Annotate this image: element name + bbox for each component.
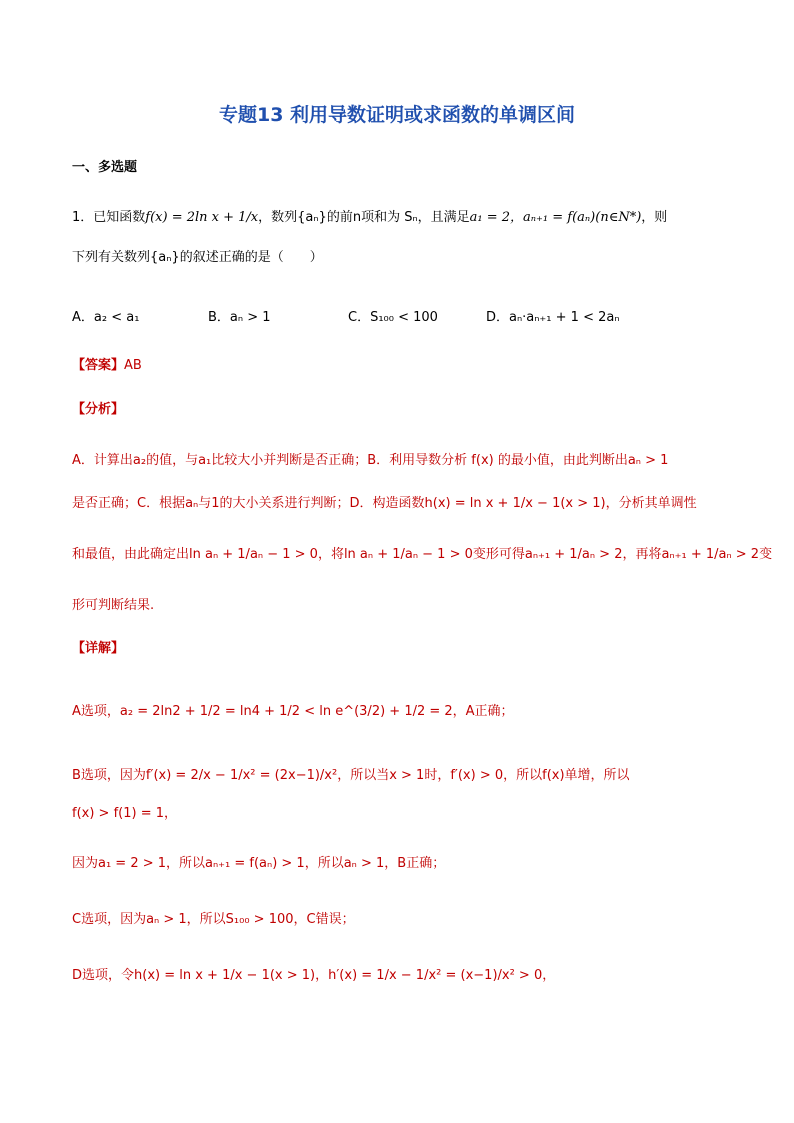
option-a: A．a₂ < a₁ (72, 310, 140, 325)
analysis-line-4: 形可判断结果. (72, 598, 155, 613)
question-prefix: 1．已知函数 (72, 210, 146, 225)
question-end: ，则 (641, 210, 668, 225)
detail-heading (72, 639, 124, 659)
detail-option-a: A选项，a₂ = 2ln2 + 1/2 = ln4 + 1/2 < ln e^(3/2) + 1/2 = 2，A正确； (72, 704, 514, 719)
page-title: 专题13 利用导数证明或求函数的单调区间 (218, 104, 576, 126)
function-formula: f(x) = 2ln x + 1/x (145, 210, 259, 225)
detail-option-b-1: B选项，因为f′(x) = 2/x − 1/x² = (2x−1)/x²，所以当x > 1时，f′(x) > 0，所以f(x)单增，所以 (72, 768, 630, 783)
detail-tag: 【详解】 (72, 641, 125, 656)
analysis-line-2: 是否正确；C．根据aₙ与1的大小关系进行判断；D．构造函数h(x) = ln x + 1/x − 1(x > 1)，分析其单调性 (72, 496, 697, 511)
section-heading: 一、多选题 (72, 160, 138, 175)
question-line-2: 下列有关数列{aₙ}的叙述正确的是（ ） (72, 250, 323, 265)
analysis-tag: 【分析】 (72, 402, 125, 417)
detail-option-b-2: f(x) > f(1) = 1， (72, 806, 177, 821)
analysis-line-1: A．计算出a₂的值，与a₁比较大小并判断是否正确；B．利用导数分析 f(x) 的最小值，由此判断出aₙ > 1 (72, 453, 669, 468)
answer-tag: 【答案】 (72, 358, 125, 373)
answer-value: AB (124, 358, 142, 373)
analysis-line-3: 和最值，由此确定出ln aₙ + 1/aₙ − 1 > 0，将ln aₙ + 1/aₙ − 1 > 0变形可得aₙ₊₁ + 1/aₙ > 2，再将aₙ₊₁ + 1/aₙ > 2变 (72, 547, 773, 562)
detail-option-d: D选项，令h(x) = ln x + 1/x − 1(x > 1)，h′(x) = 1/x − 1/x² = (x−1)/x² > 0， (72, 968, 556, 983)
detail-option-c: C选项，因为aₙ > 1，所以S₁₀₀ > 100，C错误； (72, 912, 355, 927)
analysis-heading (72, 400, 124, 420)
sequence-condition: a₁ = 2，aₙ₊₁ = f(aₙ)(n∈N*) (469, 210, 642, 225)
option-d: D．aₙ·aₙ₊₁ + 1 < 2aₙ (486, 310, 620, 325)
question-line-1 (72, 208, 667, 228)
option-c: C．S₁₀₀ < 100 (348, 310, 438, 325)
option-b: B．aₙ > 1 (208, 310, 271, 325)
question-middle: ，数列{aₙ}的前n项和为 Sₙ，且满足 (258, 210, 470, 225)
answer-line (72, 356, 142, 376)
detail-option-b-3: 因为a₁ = 2 > 1，所以aₙ₊₁ = f(aₙ) > 1，所以aₙ > 1，B正确； (72, 856, 446, 871)
